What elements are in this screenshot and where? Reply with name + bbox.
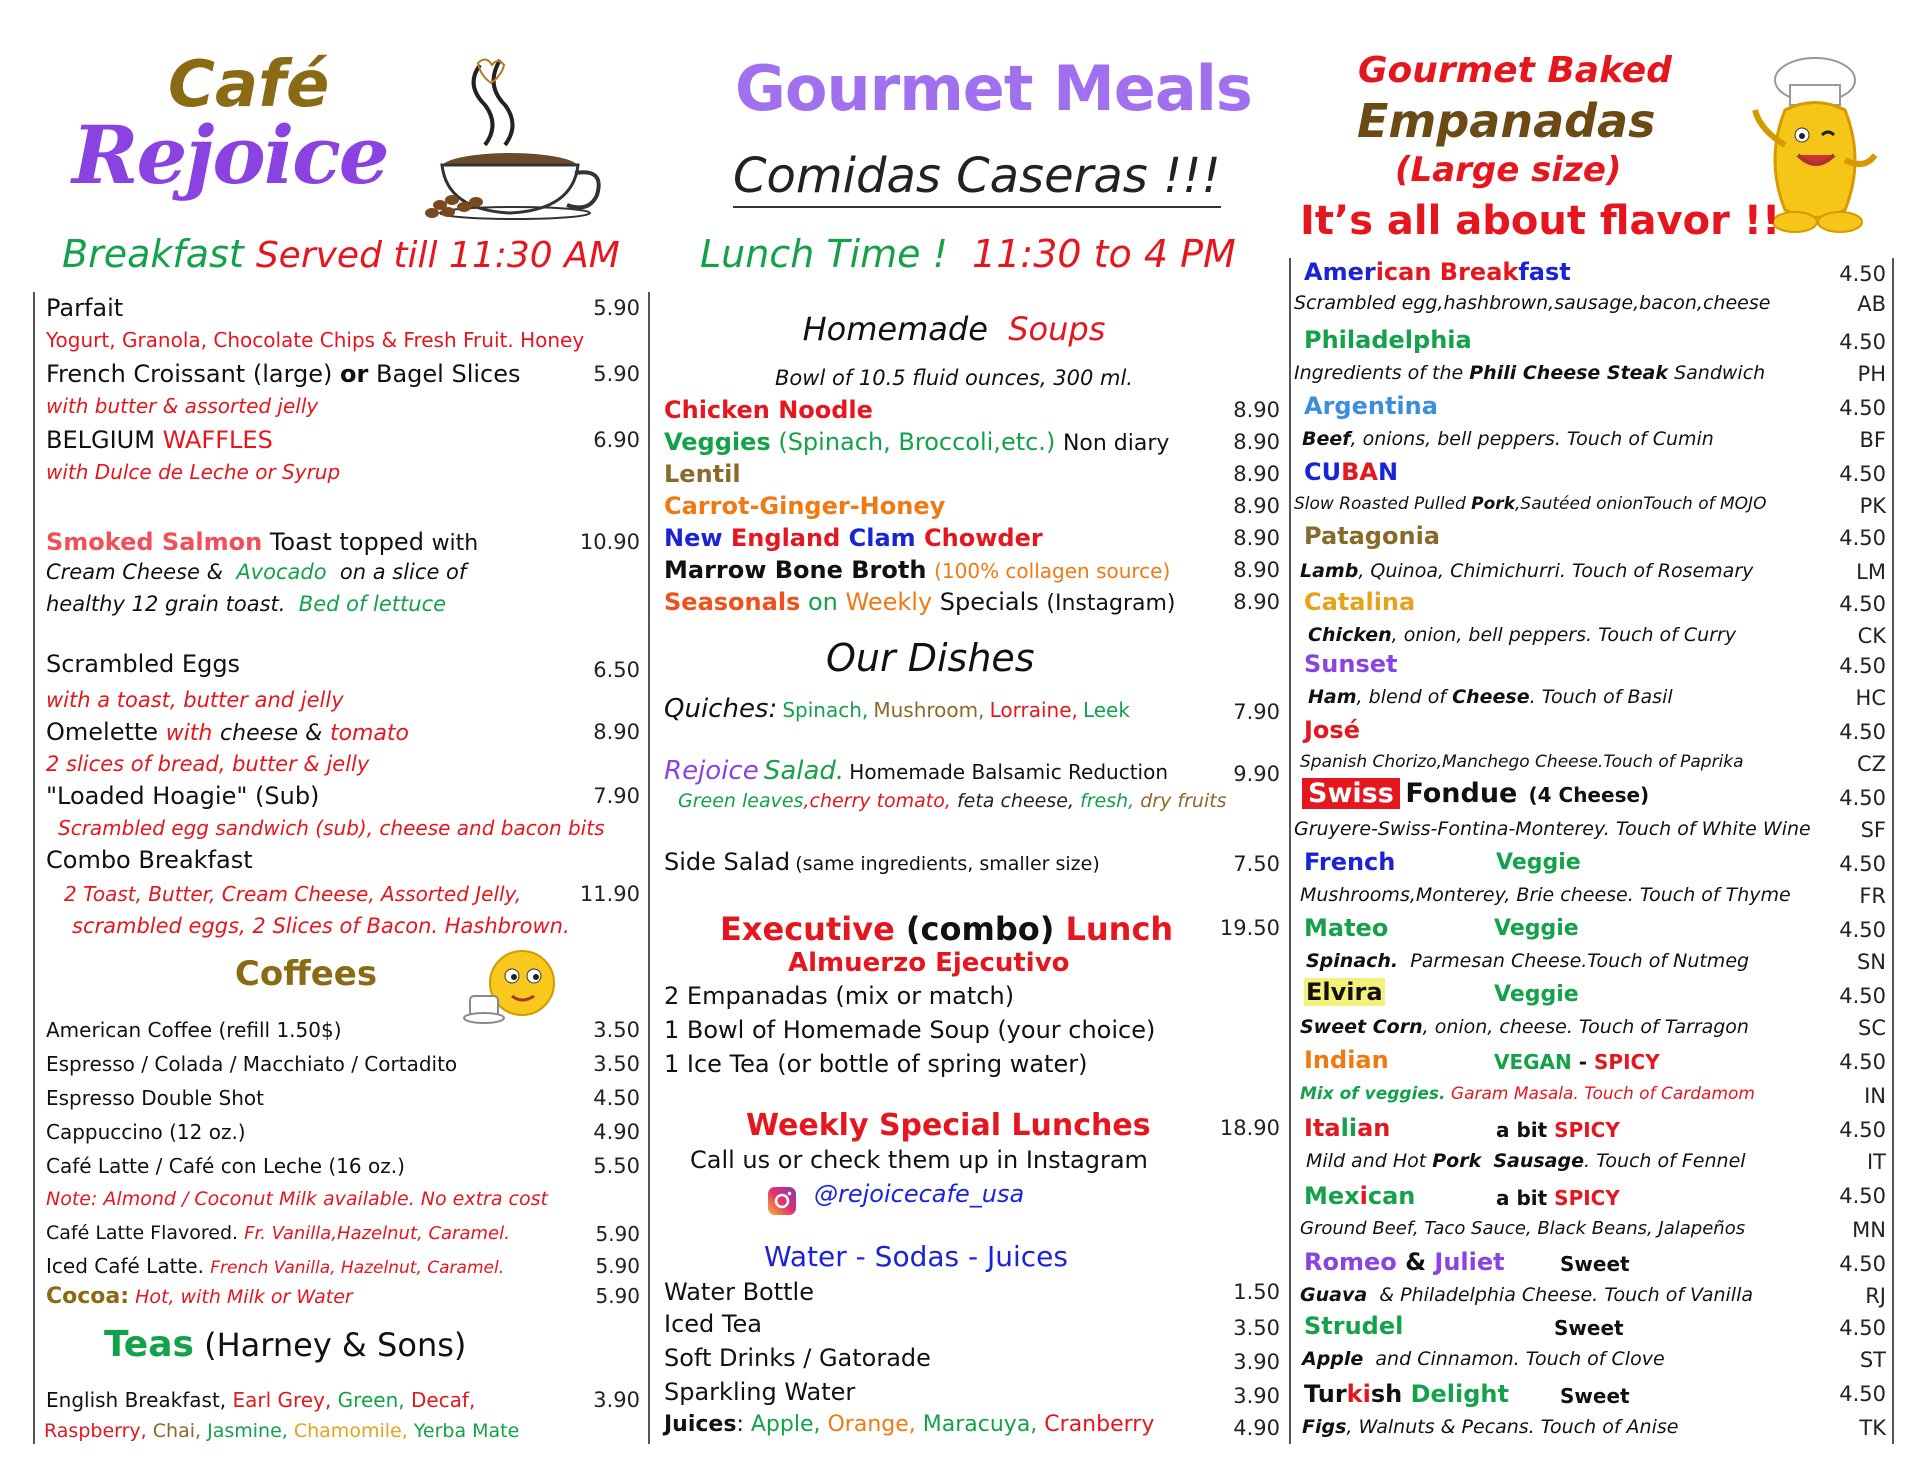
empanada-code: LM: [1856, 560, 1886, 584]
menu-item: Cocoa: Hot, with Milk or Water 5.90: [46, 1284, 640, 1309]
empanada-code: AB: [1857, 292, 1886, 316]
empanada-name: American Breakfast: [1304, 258, 1571, 286]
price: 4.50: [1839, 1316, 1886, 1340]
column-divider: [648, 292, 650, 1444]
empanada-name: Elvira: [1306, 978, 1383, 1006]
empanada-name: Catalina: [1304, 588, 1416, 616]
price: 8.90: [1233, 590, 1280, 614]
drinks-title: Water - Sodas - Juices: [764, 1240, 1068, 1273]
sweet-tag: Sweet: [1554, 1316, 1624, 1340]
item-desc: Green leaves,cherry tomato, feta cheese, fresh, dry fruits: [678, 790, 1227, 812]
empanada-name: Strudel: [1304, 1312, 1404, 1340]
empanada-name: Patagonia: [1304, 522, 1440, 550]
price: 6.50: [593, 658, 640, 682]
column-divider: [1892, 258, 1894, 1444]
price: 4.50: [1839, 654, 1886, 678]
menu-item: Cappuccino (12 oz.) 4.90: [46, 1120, 640, 1144]
breakfast-column: [46, 290, 640, 1440]
item-desc: Scrambled egg sandwich (sub), cheese and bacon bits: [58, 816, 605, 840]
price: 5.90: [595, 1254, 640, 1278]
menu-item: Omelette with cheese & tomato 8.90: [46, 718, 640, 746]
empanada-name: Turkish Delight: [1304, 1380, 1509, 1408]
menu-item: BELGIUM WAFFLES 6.90: [46, 426, 640, 454]
price: 4.50: [1839, 592, 1886, 616]
soup-item: Seasonals on Weekly Specials (Instagram) 8.90: [664, 588, 1280, 616]
soup-item: Carrot-Ginger-Honey 8.90: [664, 492, 1280, 520]
empanada-desc: Figs, Walnuts & Pecans. Touch of Anise: [1302, 1416, 1679, 1438]
price: 3.90: [1233, 1384, 1280, 1408]
empanada-code: TK: [1859, 1416, 1886, 1440]
price: 4.50: [1839, 462, 1886, 486]
lunch-column: [664, 290, 1280, 1440]
tea-list: Raspberry, Chai, Jasmine, Chamomile, Yerba Mate: [44, 1420, 520, 1442]
item-desc: 2 Toast, Butter, Cream Cheese, Assorted Jelly, 11.90: [64, 882, 640, 906]
spicy-tag: a bit SPICY: [1496, 1118, 1620, 1142]
price: 3.90: [593, 1388, 640, 1412]
lunch-time: 11:30 to 4 PM: [972, 232, 1236, 276]
empanada-code: SN: [1856, 950, 1886, 974]
price: 5.90: [595, 1284, 640, 1308]
executive-subtitle: Almuerzo Ejecutivo: [788, 948, 1070, 978]
soup-item: Lentil 8.90: [664, 460, 1280, 488]
soup-item: Marrow Bone Broth (100% collagen source) 8.90: [664, 556, 1280, 584]
price: 9.90: [1233, 762, 1280, 786]
veggie-tag: Veggie: [1494, 916, 1579, 941]
empanada-code: RJ: [1865, 1284, 1886, 1308]
menu-item: Smoked Salmon Toast topped with 10.90: [46, 528, 640, 556]
price: 1.50: [1233, 1280, 1280, 1304]
empanadas-title: Empanadas: [1357, 94, 1656, 148]
combo-line: 1 Ice Tea (or bottle of spring water): [664, 1050, 1088, 1078]
empanada-code: CK: [1857, 624, 1886, 648]
vegan-spicy-tag: VEGAN - SPICY: [1494, 1050, 1660, 1074]
item-desc: healthy 12 grain toast. Bed of lettuce: [46, 592, 447, 616]
empanada-desc: Beef, onions, bell peppers. Touch of Cumin: [1302, 428, 1714, 450]
price: 8.90: [1233, 494, 1280, 518]
price: 18.90: [1219, 1116, 1280, 1140]
weekly-title: Weekly Special Lunches: [746, 1108, 1151, 1143]
price: 4.50: [1839, 984, 1886, 1008]
empanada-name: Mateo: [1304, 914, 1389, 942]
price: 3.50: [593, 1018, 640, 1042]
column-divider: [33, 292, 35, 1444]
item-desc: Cream Cheese & Avocado on a slice of: [46, 560, 467, 584]
veggie-tag: Veggie: [1496, 850, 1581, 875]
empanada-desc: Mix of veggies. Garam Masala. Touch of Cardamom: [1300, 1084, 1755, 1104]
price: 7.90: [593, 784, 640, 808]
instagram-handle[interactable]: @rejoicecafe_usa: [814, 1180, 1025, 1208]
breakfast-time: Served till 11:30 AM: [255, 235, 620, 276]
gourmet-meals-title: Gourmet Meals: [735, 52, 1252, 125]
empanada-desc: Mushrooms,Monterey, Brie cheese. Touch of Thyme: [1300, 884, 1791, 906]
empanada-desc: Ingredients of the Phili Cheese Steak Sandwich: [1294, 362, 1766, 384]
empanada-code: MN: [1852, 1218, 1886, 1242]
empanadas-column: [1294, 258, 1886, 1440]
menu-item: Espresso Double Shot 4.50: [46, 1086, 640, 1110]
empanada-name: Swiss Fondue (4 Cheese): [1294, 778, 1886, 809]
soup-item: Chicken Noodle 8.90: [664, 396, 1280, 424]
empanada-code: SF: [1860, 818, 1886, 842]
price: 8.90: [1233, 430, 1280, 454]
empanada-desc: Slow Roasted Pulled Pork,Sautéed onionTouch of MOJO: [1294, 494, 1767, 514]
price: 5.50: [593, 1154, 640, 1178]
empanada-code: IT: [1866, 1150, 1886, 1174]
empanada-name: Philadelphia: [1304, 326, 1472, 354]
breakfast-header: [62, 232, 620, 276]
price: 4.50: [1839, 1382, 1886, 1406]
empanada-desc: Scrambled egg,hashbrown,sausage,bacon,cheese: [1294, 292, 1771, 314]
price: 5.90: [593, 362, 640, 386]
price: 19.50: [1219, 916, 1280, 940]
price: 8.90: [1233, 398, 1280, 422]
empanada-name: Sunset: [1304, 650, 1398, 678]
empanada-desc: Lamb, Quinoa, Chimichurri. Touch of Rosemary: [1300, 560, 1754, 582]
spicy-tag: a bit SPICY: [1496, 1186, 1620, 1210]
empanada-desc: Sweet Corn, onion, cheese. Touch of Tarragon: [1300, 1016, 1749, 1038]
item-desc: with Dulce de Leche or Syrup: [46, 460, 341, 484]
veggie-tag: Veggie: [1494, 982, 1579, 1007]
dishes-title: Our Dishes: [826, 636, 1035, 680]
item-desc: Yogurt, Granola, Chocolate Chips & Fresh Fruit. Honey: [46, 328, 585, 352]
comidas-subtitle: Comidas Caseras !!!: [733, 148, 1221, 208]
empanada-name: Mexican: [1304, 1182, 1416, 1210]
empanada-name: José: [1304, 716, 1360, 744]
empanada-desc: Ground Beef, Taco Sauce, Black Beans, Jalapeños: [1300, 1218, 1746, 1239]
price: 4.50: [1839, 918, 1886, 942]
price: 3.90: [1233, 1350, 1280, 1374]
logo-rejoice: Rejoice: [72, 108, 388, 202]
breakfast-title: Breakfast: [62, 232, 244, 276]
empanada-code: SC: [1858, 1016, 1886, 1040]
price: 8.90: [593, 720, 640, 744]
drink-item: Soft Drinks / Gatorade 3.90: [664, 1344, 1280, 1374]
coffees-title: Coffees: [234, 954, 378, 994]
tagline: It’s all about flavor !!: [1300, 198, 1781, 244]
menu-item: Café Latte / Café con Leche (16 oz.) 5.50: [46, 1154, 640, 1178]
juice-list: Juices: Apple, Orange, Maracuya, Cranberry 4.90: [664, 1412, 1280, 1440]
empanada-code: ST: [1859, 1348, 1886, 1372]
price: 7.90: [1233, 700, 1280, 724]
item-desc: scrambled eggs, 2 Slices of Bacon. Hashbrown.: [72, 914, 570, 938]
price: 3.50: [593, 1052, 640, 1076]
price: 8.90: [1233, 558, 1280, 582]
price: 4.50: [1839, 1252, 1886, 1276]
price: 4.90: [1233, 1416, 1280, 1440]
drink-item: Water Bottle 1.50: [664, 1278, 1280, 1306]
empanada-code: HC: [1855, 686, 1886, 710]
empanada-code: PK: [1859, 494, 1886, 518]
lunch-title: Lunch Time !: [700, 232, 948, 276]
price: 4.50: [1839, 396, 1886, 420]
menu-item: Scrambled Eggs 6.50: [46, 650, 640, 682]
price: 11.90: [579, 882, 640, 906]
drink-item: Iced Tea 3.50: [664, 1310, 1280, 1340]
menu-item: Café Latte Flavored. Fr. Vanilla,Hazelnut, Caramel. 5.90: [46, 1222, 640, 1246]
empanada-name: Italian: [1304, 1114, 1391, 1142]
menu-item: Quiches: Spinach, Mushroom, Lorraine, Leek 7.90: [664, 694, 1280, 724]
bowl-size: Bowl of 10.5 fluid ounces, 300 ml.: [775, 366, 1133, 390]
coffee-note: Note: Almond / Coconut Milk available. No extra cost: [46, 1188, 548, 1210]
menu-item: "Loaded Hoagie" (Sub) 7.90: [46, 782, 640, 810]
empanada-desc: Guava & Philadelphia Cheese. Touch of Vanilla: [1300, 1284, 1754, 1306]
empanada-desc: Spanish Chorizo,Manchego Cheese.Touch of Paprika: [1300, 752, 1744, 772]
empanada-code: PH: [1857, 362, 1886, 386]
gourmet-baked-title: Gourmet Baked: [1358, 50, 1672, 91]
soup-item: Veggies (Spinach, Broccoli,etc.) Non diary 8.90: [664, 428, 1280, 456]
empanada-name: Romeo & Juliet: [1304, 1248, 1505, 1276]
column-divider: [1289, 258, 1291, 1444]
empanada-name: CUBAN: [1304, 458, 1399, 486]
empanada-name: Indian: [1304, 1046, 1389, 1074]
empanada-code: BF: [1859, 428, 1886, 452]
empanada-desc: Mild and Hot Pork Sausage. Touch of Fennel: [1306, 1150, 1746, 1172]
executive-title: Executive (combo) Lunch: [720, 910, 1174, 948]
tea-list: English Breakfast, Earl Grey, Green, Decaf, 3.90: [46, 1388, 640, 1412]
menu-item: Combo Breakfast: [46, 846, 253, 874]
menu-item: French Croissant (large) or Bagel Slices 5.90: [46, 360, 640, 388]
empanada-desc: Chicken, onion, bell peppers. Touch of Curry: [1308, 624, 1737, 646]
item-desc: 2 slices of bread, butter & jelly: [46, 752, 370, 776]
menu-item: American Coffee (refill 1.50$) 3.50: [46, 1018, 640, 1042]
lunch-header: [700, 232, 1236, 276]
empanada-code: FR: [1859, 884, 1886, 908]
combo-line: 1 Bowl of Homemade Soup (your choice): [664, 1016, 1156, 1044]
price: 4.50: [1839, 786, 1886, 810]
price: 4.50: [1839, 1050, 1886, 1074]
price: 8.90: [1233, 526, 1280, 550]
sweet-tag: Sweet: [1560, 1384, 1630, 1408]
price: 4.50: [1839, 330, 1886, 354]
price: 4.50: [1839, 1184, 1886, 1208]
item-desc: with butter & assorted jelly: [46, 394, 319, 418]
price: 8.90: [1233, 462, 1280, 486]
menu-item: Side Salad (same ingredients, smaller size) 7.50: [664, 848, 1280, 876]
price: 5.90: [593, 296, 640, 320]
menu-item: Rejoice Salad. Homemade Balsamic Reduction 9.90: [664, 756, 1280, 786]
price: 4.50: [593, 1086, 640, 1110]
empanada-code: IN: [1864, 1084, 1886, 1108]
drink-item: Sparkling Water 3.90: [664, 1378, 1280, 1408]
menu-item: Parfait 5.90: [46, 294, 640, 322]
logo-cafe: Café: [168, 48, 330, 122]
empanada-desc: Apple and Cinnamon. Touch of Clove: [1302, 1348, 1665, 1370]
combo-line: 2 Empanadas (mix or match): [664, 982, 1015, 1010]
price: 10.90: [579, 530, 640, 554]
sweet-tag: Sweet: [1560, 1252, 1630, 1276]
large-size-label: (Large size): [1395, 150, 1622, 190]
menu-item: Iced Café Latte. French Vanilla, Hazelnut, Caramel. 5.90: [46, 1254, 640, 1278]
soup-item: New England Clam Chowder 8.90: [664, 524, 1280, 552]
empanada-desc: Ham, blend of Cheese. Touch of Basil: [1308, 686, 1673, 708]
empanada-name: Argentina: [1304, 392, 1438, 420]
price: 7.50: [1233, 852, 1280, 876]
weekly-line: Call us or check them up in Instagram: [690, 1146, 1148, 1174]
price: 6.90: [593, 428, 640, 452]
coffee-cup-icon: [420, 55, 610, 220]
empanada-desc: Gruyere-Swiss-Fontina-Monterey. Touch of White Wine: [1294, 818, 1811, 840]
price: 4.50: [1839, 1118, 1886, 1142]
item-desc: with a toast, butter and jelly: [46, 688, 344, 712]
empanada-name: French: [1304, 848, 1396, 876]
soups-title: Homemade Soups: [802, 310, 1106, 348]
price: 4.50: [1839, 526, 1886, 550]
price: 3.50: [1233, 1316, 1280, 1340]
price: 4.50: [1839, 852, 1886, 876]
empanada-desc: Spinach. Parmesan Cheese.Touch of Nutmeg: [1306, 950, 1750, 972]
price: 4.50: [1839, 262, 1886, 286]
price: 4.50: [1839, 720, 1886, 744]
empanada-code: CZ: [1856, 752, 1886, 776]
price: 4.90: [593, 1120, 640, 1144]
price: 5.90: [595, 1222, 640, 1246]
teas-title: Teas (Harney & Sons): [104, 1324, 467, 1365]
menu-item: Espresso / Colada / Macchiato / Cortadito 3.50: [46, 1052, 640, 1076]
